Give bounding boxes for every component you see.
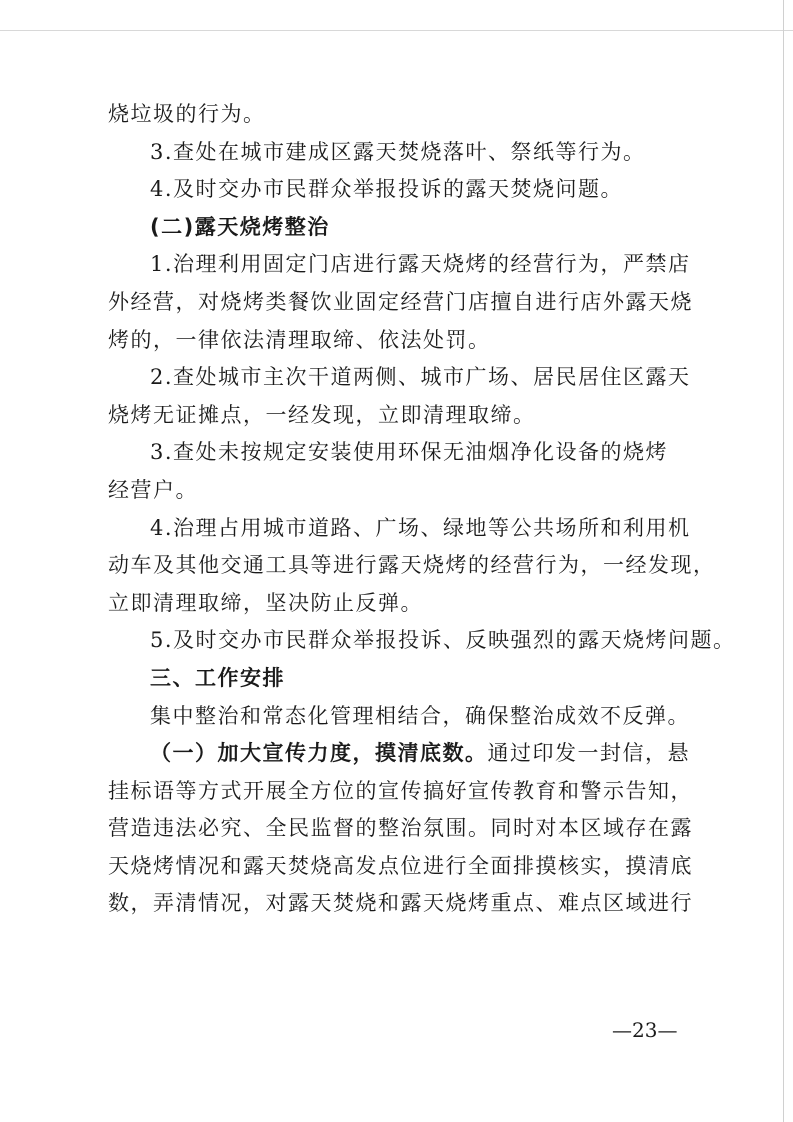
body-line — [108, 735, 698, 773]
page-number: —23— — [612, 1018, 678, 1042]
body-line: 营造违法必究、全民监督的整治氛围。同时对本区域存在露 — [108, 816, 693, 841]
body-line: 烧烤无证摊点，一经发现，立即清理取缔。 — [108, 402, 536, 427]
scan-border-right — [783, 0, 784, 1122]
body-line: 4.及时交办市民群众举报投诉的露天焚烧问题。 — [150, 177, 624, 202]
body-line: 动车及其他交通工具等进行露天烧烤的经营行为，一经发现， — [108, 553, 716, 578]
subsection-lead: （一）加大宣传力度，摸清底数。 — [150, 741, 488, 766]
body-line: 烤的，一律依法清理取缔、依法处罚。 — [108, 327, 491, 352]
scan-border-top — [0, 30, 793, 31]
body-line: 3.查处未按规定安装使用环保无油烟净化设备的烧烤 — [150, 440, 669, 465]
body-line: 4.治理占用城市道路、广场、绿地等公共场所和利用机 — [150, 515, 691, 540]
body-line: 外经营，对烧烤类餐饮业固定经营门店擅自进行店外露天烧 — [108, 289, 693, 314]
body-line: 1.治理利用固定门店进行露天烧烤的经营行为，严禁店 — [150, 252, 691, 277]
body-line: 挂标语等方式开展全方位的宣传搞好宣传教育和警示告知， — [108, 778, 693, 803]
section-heading: 三、工作安排 — [150, 665, 285, 690]
body-line: 3.查处在城市建成区露天焚烧落叶、祭纸等行为。 — [150, 139, 646, 164]
body-line: 数，弄清情况，对露天焚烧和露天烧烤重点、难点区域进行 — [108, 891, 693, 916]
body-line: 立即清理取缔，坚决防止反弹。 — [108, 590, 423, 615]
body-line: 烧垃圾的行为。 — [108, 102, 266, 126]
body-line: 天烧烤情况和露天焚烧高发点位进行全面排摸核实，摸清底 — [108, 853, 693, 878]
body-line: 5.及时交办市民群众举报投诉、反映强烈的露天烧烤问题。 — [150, 628, 736, 653]
body-line: 经营户。 — [108, 477, 198, 502]
section-heading: (二)露天烧烤整治 — [150, 214, 330, 239]
body-text: 通过印发一封信，悬 — [487, 741, 690, 766]
document-body — [108, 96, 736, 923]
body-line: 集中整治和常态化管理相结合，确保整治成效不反弹。 — [150, 703, 690, 728]
body-line: 2.查处城市主次干道两侧、城市广场、居民居住区露天 — [150, 365, 691, 390]
